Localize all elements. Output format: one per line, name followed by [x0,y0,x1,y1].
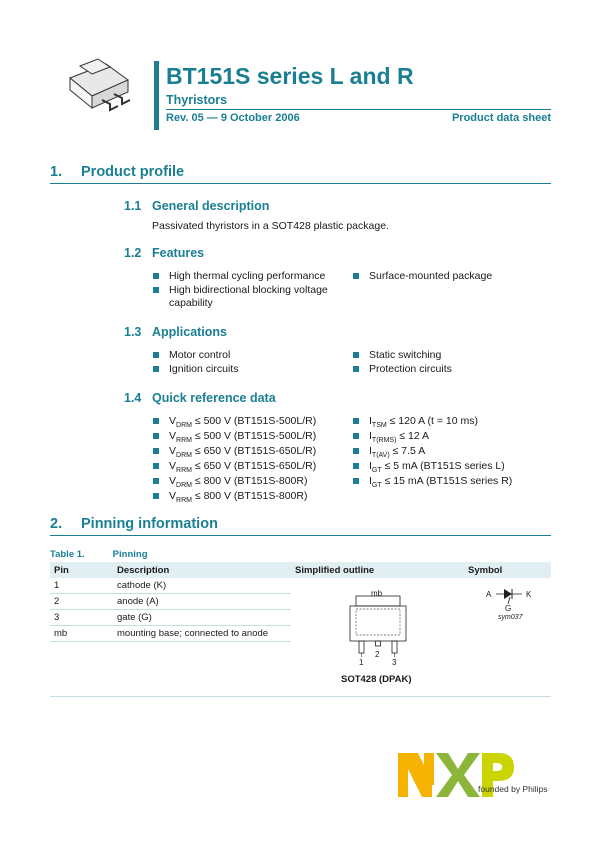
quickref-item: $I_{TSM} \le 120$ A (t = 10 ms) [353,415,478,432]
quickref-item: $I_{GT} \le 15$ mA (BT151S series R) [353,475,512,492]
section-title: Pinning information [81,516,218,532]
symbol-code: sym037 [498,614,523,621]
page-title: BT151S series L and R [166,63,414,89]
subsection-1-3-heading: 1.3 Applications [124,325,228,339]
outline-pin-1-label: 1 [359,658,364,667]
section-2-divider [50,535,551,536]
table-caption: Table 1. Pinning [50,549,148,560]
subsection-1-1-heading: 1.1 General description [124,199,270,213]
table-row: 1 cathode (K) [50,578,551,594]
doc-type-label: Product data sheet [451,112,551,124]
application-item: Static switching [353,349,441,362]
quickref-item: $V_{RRM} \le 650$ V (BT151S-650L/R) [153,460,316,477]
logo-tagline: founded by Philips [478,784,548,794]
section-1-heading [50,164,184,180]
quickref-item: $I_{T(AV)} \le 7.5$ A [353,445,425,462]
section-1-divider [50,183,551,184]
feature-item: High bidirectional blocking voltage capability [153,284,359,310]
page-subtitle: Thyristors [166,93,228,107]
section-2-heading [50,516,218,532]
outline-pin-2-label: 2 [375,650,380,659]
symbol-anode-label: A [486,590,492,599]
table-header-row: Pin Description Simplified outline Symbol [50,562,551,578]
header-divider [166,109,551,110]
quickref-item: $V_{RRM} \le 800$ V (BT151S-800R) [153,490,307,507]
header-accent-bar [154,61,159,130]
pinning-table [50,562,551,697]
application-item: Protection circuits [353,363,452,376]
feature-item: Surface-mounted package [353,270,492,283]
section-number: 2. [50,516,63,532]
quickref-item: $V_{DRM} \le 800$ V (BT151S-800R) [153,475,307,492]
quickref-item: $V_{DRM} \le 500$ V (BT151S-500L/R) [153,415,316,432]
quickref-item: $I_{T(RMS)} \le 12$ A [353,430,429,447]
section-title: Product profile [81,164,185,180]
application-item: Ignition circuits [153,363,238,376]
table-row: 3 gate (G) [50,610,551,626]
subsection-1-2-heading: 1.2 Features [124,246,205,260]
section-number: 1. [50,164,63,180]
quickref-item: $V_{RRM} \le 500$ V (BT151S-500L/R) [153,430,316,447]
package-illustration [58,58,140,120]
quickref-item: $V_{DRM} \le 650$ V (BT151S-650L/R) [153,445,316,462]
quickref-item: $I_{GT} \le 5$ mA (BT151S series L) [353,460,505,477]
application-item: Motor control [153,349,230,362]
general-description-text: Passivated thyristors in a SOT428 plastic package. [152,220,389,232]
outline-pin-3-label: 3 [392,658,397,667]
subsection-1-4-heading: 1.4 Quick reference data [124,391,276,405]
feature-item: High thermal cycling performance [153,270,325,283]
table-row: 2 anode (A) [50,594,551,610]
symbol-cathode-label: K [526,590,532,599]
package-name: SOT428 (DPAK) [341,674,412,685]
table-row: mb mounting base; connected to anode [50,626,551,642]
symbol-gate-label: G [505,604,512,613]
revision-label: Rev. 05 — 9 October 2006 [166,112,300,124]
outline-mb-label: mb [371,589,383,598]
